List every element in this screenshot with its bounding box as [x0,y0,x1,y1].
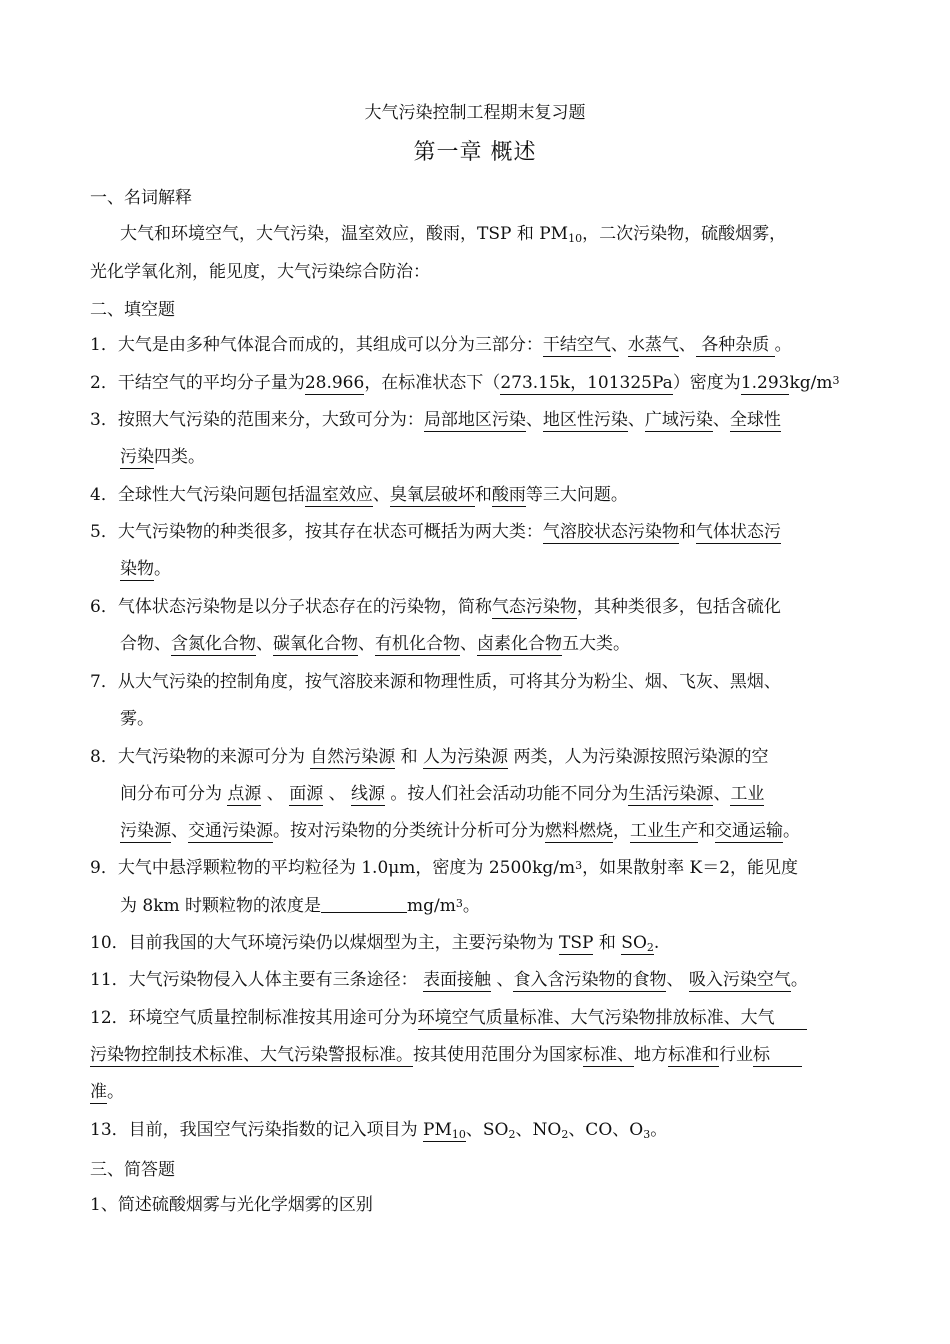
answer: 臭氧层破坏 [389,485,475,505]
superscript: 3 [455,897,463,910]
question-3-cont [120,446,205,468]
text: 、CO、O [568,1120,644,1140]
answer: 气态污染物 [491,597,577,617]
text: 地方 [634,1045,668,1065]
answer: 吸入污染空气 [688,970,791,990]
answer: 含氮化合物 [171,634,256,654]
question-6 [90,596,781,618]
answer-blank[interactable] [321,898,407,913]
text: SO [621,933,647,953]
text: ）密度为 [672,373,741,393]
answer: 大气 [740,1008,808,1028]
answer: 生活污染源 [628,784,714,804]
answer: 大气污染警报标准。 [260,1045,413,1065]
text: 和 [593,933,622,953]
text: 和 [698,821,715,841]
subscript: 2 [508,1128,516,1141]
superscript: 3 [575,859,583,872]
text: 五大类。 [562,634,630,654]
text: 合物、 [120,634,171,654]
short-answer-question-1: 1、简述硫酸烟雾与光化学烟雾的区别 [90,1195,373,1215]
text: 、 [610,335,628,355]
question-6-cont [120,633,630,655]
text: 、 [460,634,477,654]
text: ，在标准状态下（ [364,373,501,393]
text: 间分布可分为 [120,784,228,804]
subscript: 10 [451,1128,466,1141]
text: 5．大气污染物的种类很多，按其存在状态可概括为两大类： [90,522,543,542]
text: 。 [462,896,480,916]
section-heading-definitions: 一、名词解释 [90,188,192,208]
question-11 [90,969,808,991]
text: 大气和环境空气，大气污染，温室效应，酸雨，TSP 和 PM [120,224,569,244]
subscript: 3 [643,1128,651,1141]
answer: 准 [90,1082,107,1102]
text: 、 [171,821,188,841]
answer: 交通污染源 [188,821,273,841]
answer: 标准和 [668,1045,719,1065]
text: 、 [627,410,645,430]
text: 等三大问题。 [525,485,628,505]
answer: 温室效应 [304,485,373,505]
answer: 工业 [730,784,765,804]
text: 、 [256,634,273,654]
answer: 大气污染物排放标准、 [570,1008,741,1028]
answer: 工业生产 [630,821,698,841]
subscript: 2 [646,941,654,954]
text: 、 [358,634,375,654]
answer: 自然污染源 [310,747,396,767]
text: PM [423,1120,452,1140]
answer: 全球性 [729,410,781,430]
text: 。按人们社会活动功能不同分为 [385,784,629,804]
text: 、 [261,784,290,804]
text: 。 [774,335,792,355]
text: ，二次污染物，硫酸烟雾， [582,224,787,244]
answer: 广域污染 [644,410,713,430]
question-12-cont-2 [90,1081,124,1103]
terms-line-2: 光化学氧化剂，能见度，大气污染综合防治： [90,262,430,282]
text: 、 [712,410,730,430]
text: 2．干结空气的平均分子量为 [90,373,305,393]
answer: 标准、 [583,1045,634,1065]
text: 4．全球性大气污染问题包括 [90,485,305,505]
text: 3．按照大气污染的范围来分，大致可分为： [90,410,424,430]
subscript: 10 [568,232,583,245]
answer: 1.293 [740,373,790,393]
answer: 线源 [351,784,386,804]
section-heading-fill-blank: 二、填空题 [90,300,175,320]
text: 12．环境空气质量控制标准按其用途可分为 [90,1008,418,1028]
text: 10．目前我国的大气环境污染仍以煤烟型为主，主要污染物为 [90,933,560,953]
answer: 卤素化合物 [477,634,562,654]
answer: 28.966 [304,373,365,393]
text: 8．大气污染物的来源可分为 [90,747,311,767]
answer: 污染源 [120,821,171,841]
text: 行业 [719,1045,753,1065]
text: 、 [491,970,514,990]
text: 9．大气中悬浮颗粒物的平均粒径为 1.0μm，密度为 2500kg/m [90,858,576,878]
text: 四类。 [154,447,205,467]
question-12-cont-1 [90,1044,802,1066]
text: ， [613,821,630,841]
answer: 燃料燃烧 [545,821,613,841]
question-3 [90,409,781,431]
answer: 面源 [289,784,324,804]
question-7: 7．从大气污染的控制角度，按气溶胶来源和物理性质，可将其分为粉尘、烟、飞灰、黑烟、 [90,672,781,692]
text: 。 [107,1082,124,1102]
text: 11．大气污染物侵入人体主要有三条途径： [90,970,424,990]
text: ，其种类很多，包括含硫化 [576,597,781,617]
text: 。 [790,970,808,990]
answer: 地区性污染 [542,410,628,430]
question-9 [90,857,798,879]
answer: 污染 [120,447,154,467]
text: 。按对污染物的分类统计分析可分为 [273,821,545,841]
text: 、 [713,784,731,804]
answer: 染物 [120,559,154,579]
text: 6．气体状态污染物是以分子状态存在的污染物，简称 [90,597,492,617]
section-heading-short-answer: 三、简答题 [90,1160,175,1180]
text: 两类，人为污染源按照污染源的空 [508,747,769,767]
answer: 水蒸气 [627,335,679,355]
text: 为 8km 时颗粒物的浓度是 [120,896,322,916]
text: 和 [395,747,424,767]
question-8 [90,746,768,768]
answer: 干结空气 [542,335,611,355]
answer: 各种杂质 [695,335,775,355]
question-2 [90,372,840,394]
text: . [653,933,660,953]
question-7-cont: 雾。 [120,709,154,729]
text: 、 [323,784,352,804]
question-8-cont-1 [120,783,764,805]
answer: 食入含污染物的食物 [513,970,667,990]
text: ，如果散射率 K＝2，能见度 [582,858,799,878]
question-12 [90,1007,807,1029]
terms-line-1 [120,223,786,245]
chapter-title: 第一章 概述 [413,140,537,165]
text: 1．大气是由多种气体混合而成的，其组成可以分为三部分： [90,335,543,355]
answer: 碳氧化合物 [273,634,358,654]
question-9-cont [120,895,480,917]
question-5 [90,521,781,543]
text: 、NO [515,1120,562,1140]
text: 和 [474,485,492,505]
answer: 污染物控制技术标准、 [90,1045,260,1065]
text: 按其使用范围分为国家 [413,1045,583,1065]
text: 、 [525,410,543,430]
question-4 [90,484,628,506]
answer: 交通运输 [715,821,783,841]
question-1 [90,334,792,356]
answer: 酸雨 [491,485,526,505]
superscript: 3 [832,374,840,387]
answer [621,933,654,955]
answer: 有机化合物 [375,634,460,654]
text: mg/m [407,896,456,916]
answer: TSP [559,933,594,953]
text: 。 [154,559,171,579]
answer: 局部地区污染 [423,410,526,430]
question-8-cont-2 [120,820,800,842]
answer: 环境空气质量标准、 [417,1008,571,1028]
question-13 [90,1119,667,1141]
answer: 气体状态污 [695,522,781,542]
text: 。 [783,821,800,841]
document-title: 大气污染控制工程期末复习题 [364,103,586,123]
text: kg/m [789,373,833,393]
text: 和 [678,522,696,542]
answer [423,1120,466,1142]
answer: 表面接触 [423,970,492,990]
question-10 [90,932,659,954]
answer: 273.15k，101325Pa [500,373,673,393]
question-5-cont [120,558,171,580]
text: 、 [678,335,696,355]
answer: 标 [753,1045,803,1065]
text: 。 [650,1120,668,1140]
text: 13．目前，我国空气污染指数的记入项目为 [90,1120,424,1140]
answer: 点源 [227,784,262,804]
answer: 气溶胶状态污染物 [542,522,679,542]
subscript: 2 [561,1128,569,1141]
answer: 人为污染源 [423,747,509,767]
text: 、SO [465,1120,509,1140]
text: 、 [666,970,689,990]
text: 、 [372,485,390,505]
